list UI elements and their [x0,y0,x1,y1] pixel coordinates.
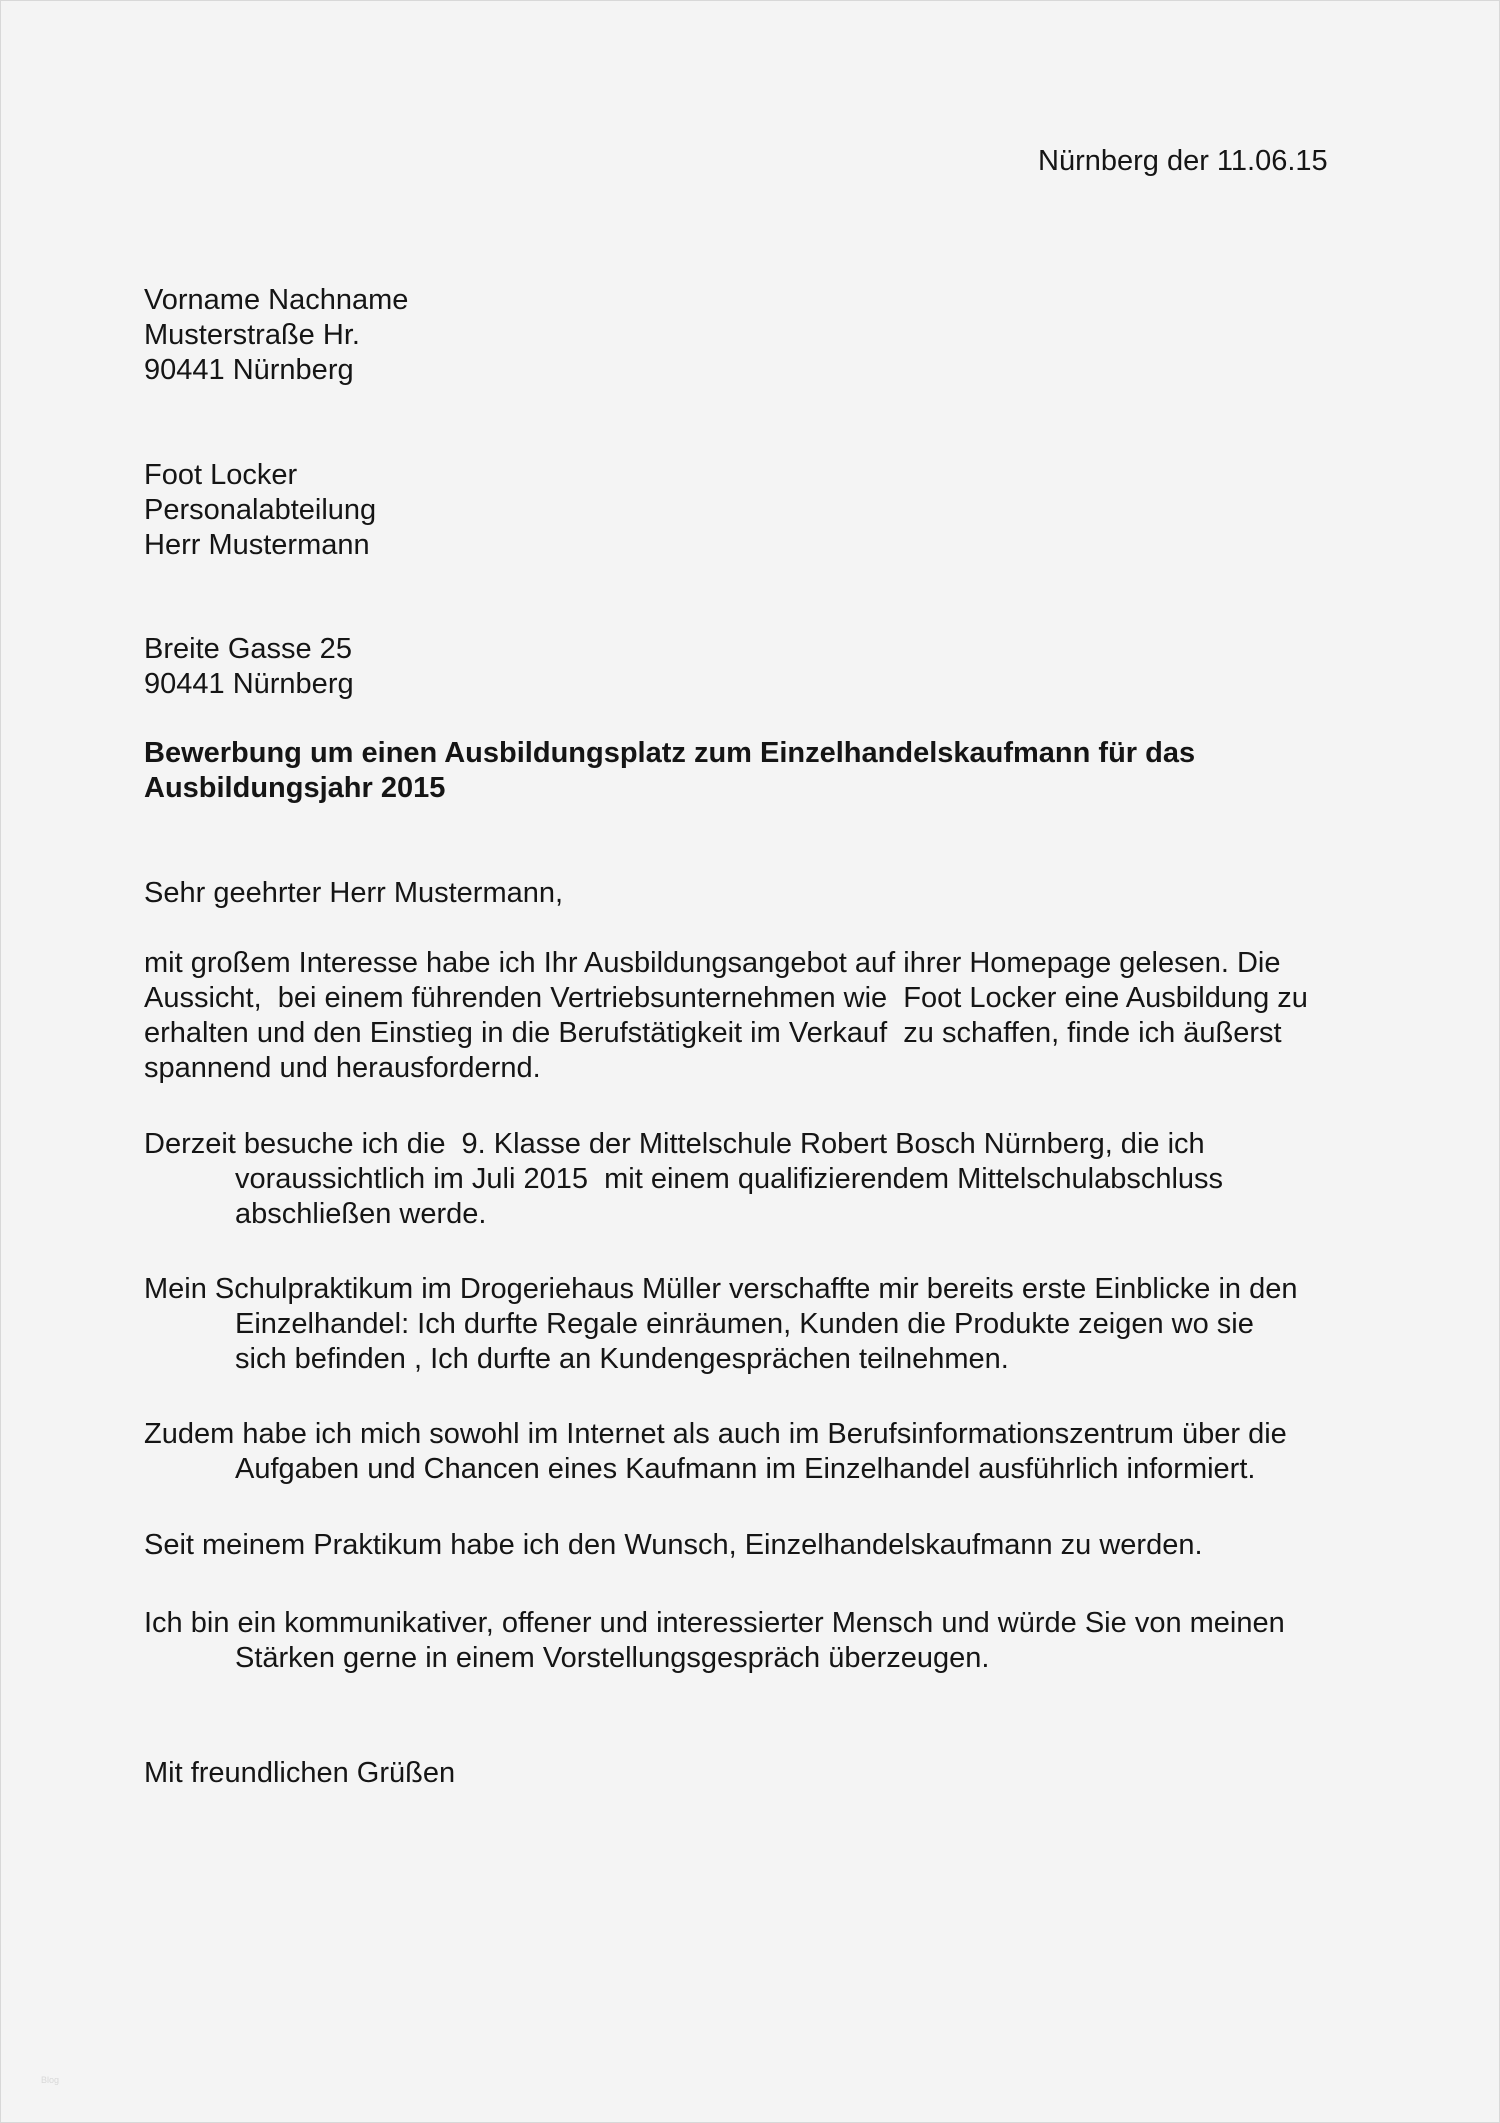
paragraph-3-line-3: sich befinden , Ich durfte an Kundengesprächen teilnehmen. [235,1343,1009,1375]
date-line: Nürnberg der 11.06.15 [1038,145,1328,177]
paragraph-2-line-2: voraussichtlich im Juli 2015 mit einem qualifizierendem Mittelschulabschluss [235,1163,1224,1195]
paragraph-2-line-1: Derzeit besuche ich die 9. Klasse der Mittelschule Robert Bosch Nürnberg, die ich [144,1128,1205,1160]
paragraph-1-line-4: spannend und herausfordernd. [144,1052,541,1084]
salutation: Sehr geehrter Herr Mustermann, [144,877,564,909]
recipient-street: Breite Gasse 25 [144,633,352,665]
recipient-department: Personalabteilung [144,494,377,526]
sender-name: Vorname Nachname [144,284,409,316]
watermark: Blog [41,2075,60,2085]
recipient-company: Foot Locker [144,459,298,491]
sender-street: Musterstraße Hr. [144,319,360,351]
paragraph-3-line-1: Mein Schulpraktikum im Drogeriehaus Müller verschaffte mir bereits erste Einblicke in den [144,1273,1298,1305]
paragraph-1-line-2: Aussicht, bei einem führenden Vertriebsunternehmen wie Foot Locker eine Ausbildung zu [144,982,1308,1014]
paragraph-1-line-3: erhalten und den Einstieg in die Berufstätigkeit im Verkauf zu schaffen, finde ich äußerst [144,1017,1282,1049]
paragraph-6-line-2: Stärken gerne in einem Vorstellungsgespräch überzeugen. [235,1642,990,1674]
paragraph-4-line-1: Zudem habe ich mich sowohl im Internet als auch im Berufsinformationszentrum über die [144,1418,1287,1450]
paragraph-4-line-2: Aufgaben und Chancen eines Kaufmann im Einzelhandel ausführlich informiert. [235,1453,1256,1485]
subject-line-1: Bewerbung um einen Ausbildungsplatz zum Einzelhandelskaufmann für das [144,737,1196,769]
paragraph-6-line-1: Ich bin ein kommunikativer, offener und interessierter Mensch und würde Sie von meinen [144,1607,1285,1639]
paragraph-1-line-1: mit großem Interesse habe ich Ihr Ausbildungsangebot auf ihrer Homepage gelesen. Die [144,947,1281,979]
recipient-contact: Herr Mustermann [144,529,370,561]
closing: Mit freundlichen Grüßen [144,1757,456,1789]
recipient-city: 90441 Nürnberg [144,668,354,700]
paragraph-5-line-1: Seit meinem Praktikum habe ich den Wunsch, Einzelhandelskaufmann zu werden. [144,1529,1203,1561]
sender-city: 90441 Nürnberg [144,354,354,386]
subject-line-2: Ausbildungsjahr 2015 [144,772,446,804]
paragraph-3-line-2: Einzelhandel: Ich durfte Regale einräumen, Kunden die Produkte zeigen wo sie [235,1308,1254,1340]
paragraph-2-line-3: abschließen werde. [235,1198,487,1230]
